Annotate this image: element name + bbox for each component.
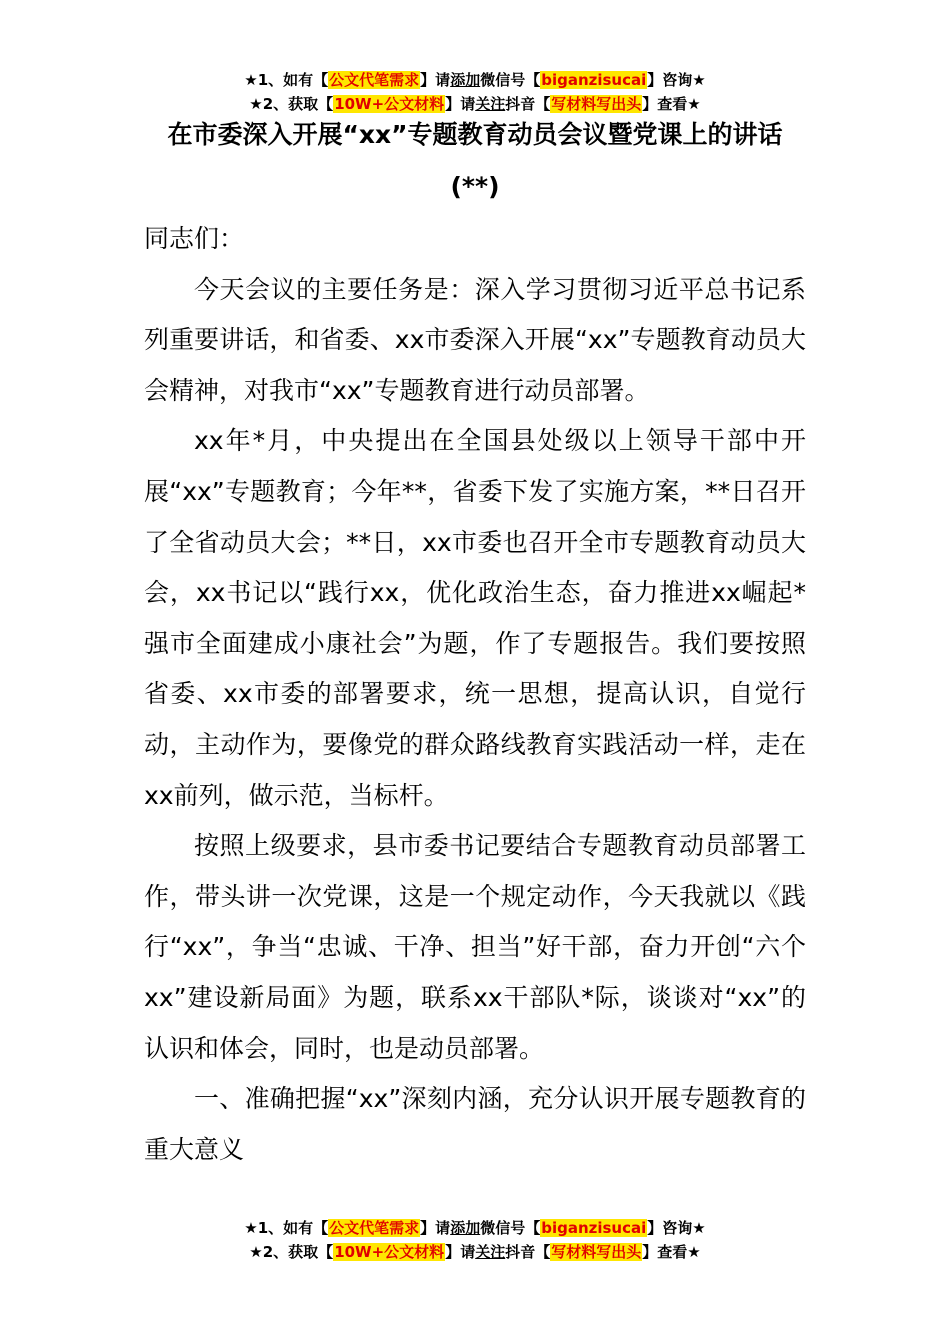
paragraph: 按照上级要求，县市委书记要结合专题教育动员部署工作，带头讲一次党课，这是一个规定动作，今天我就以《践行“xx”，争当“忠诚、干净、担当”好干部，奋力开创“六个xx”建设新局面》为题，联系xx干部队*际，谈谈对“xx”的认识和体会，同时，也是动员部署。	[144, 831, 806, 1063]
paragraph: 今天会议的主要任务是：深入学习贯彻习近平总书记系列重要讲话，和省委、xx市委深入开展“xx”专题教育动员大会精神，对我市“xx”专题教育进行动员部署。	[144, 274, 806, 405]
document-subtitle: (**)	[450, 172, 500, 201]
document-title: 在市委深入开展“xx”专题教育动员会议暨党课上的讲话	[167, 120, 783, 149]
document-body	[144, 214, 806, 1175]
banner-highlight: 10W+公文材料	[334, 1243, 445, 1261]
banner-line-1: ★1、如有【公文代笔需求】请添加微信号【biganzisucai】咨询★	[244, 1219, 706, 1237]
banner-highlight: biganzisucai	[541, 71, 647, 89]
banner-highlight: 写材料写出头	[551, 95, 642, 113]
banner-line-2: ★2、获取【10W+公文材料】请关注抖音【写材料写出头】查看★	[249, 1243, 701, 1261]
banner-highlight: biganzisucai	[541, 1219, 647, 1237]
greeting: 同志们：	[144, 224, 245, 253]
banner-highlight: 10W+公文材料	[334, 95, 445, 113]
banner-line-1: ★1、如有【公文代笔需求】请添加微信号【biganzisucai】咨询★	[244, 71, 706, 89]
bottom-banner	[0, 1216, 950, 1264]
top-banner	[0, 68, 950, 116]
section-heading: 一、准确把握“xx”深刻内涵，充分认识开展专题教育的重大意义	[144, 1084, 806, 1164]
banner-highlight: 写材料写出头	[551, 1243, 642, 1261]
banner-highlight: 公文代笔需求	[329, 71, 420, 89]
banner-line-2: ★2、获取【10W+公文材料】请关注抖音【写材料写出头】查看★	[249, 95, 701, 113]
banner-highlight: 公文代笔需求	[329, 1219, 420, 1237]
paragraph: xx年*月，中央提出在全国县处级以上领导干部中开展“xx”专题教育；今年**，省委下发了实施方案，**日召开了全省动员大会；**日，xx市委也召开全市专题教育动员大会，xx书记以“践行xx，优化政治生态，奋力推进xx崛起*强市全面建成小康社会”为题，作了专题报告。我们要按照省委、xx市委的部署要求，统一思想，提高认识，自觉行动，主动作为，要像党的群众路线教育实践活动一样，走在xx前列，做示范，当标杆。	[144, 426, 806, 810]
